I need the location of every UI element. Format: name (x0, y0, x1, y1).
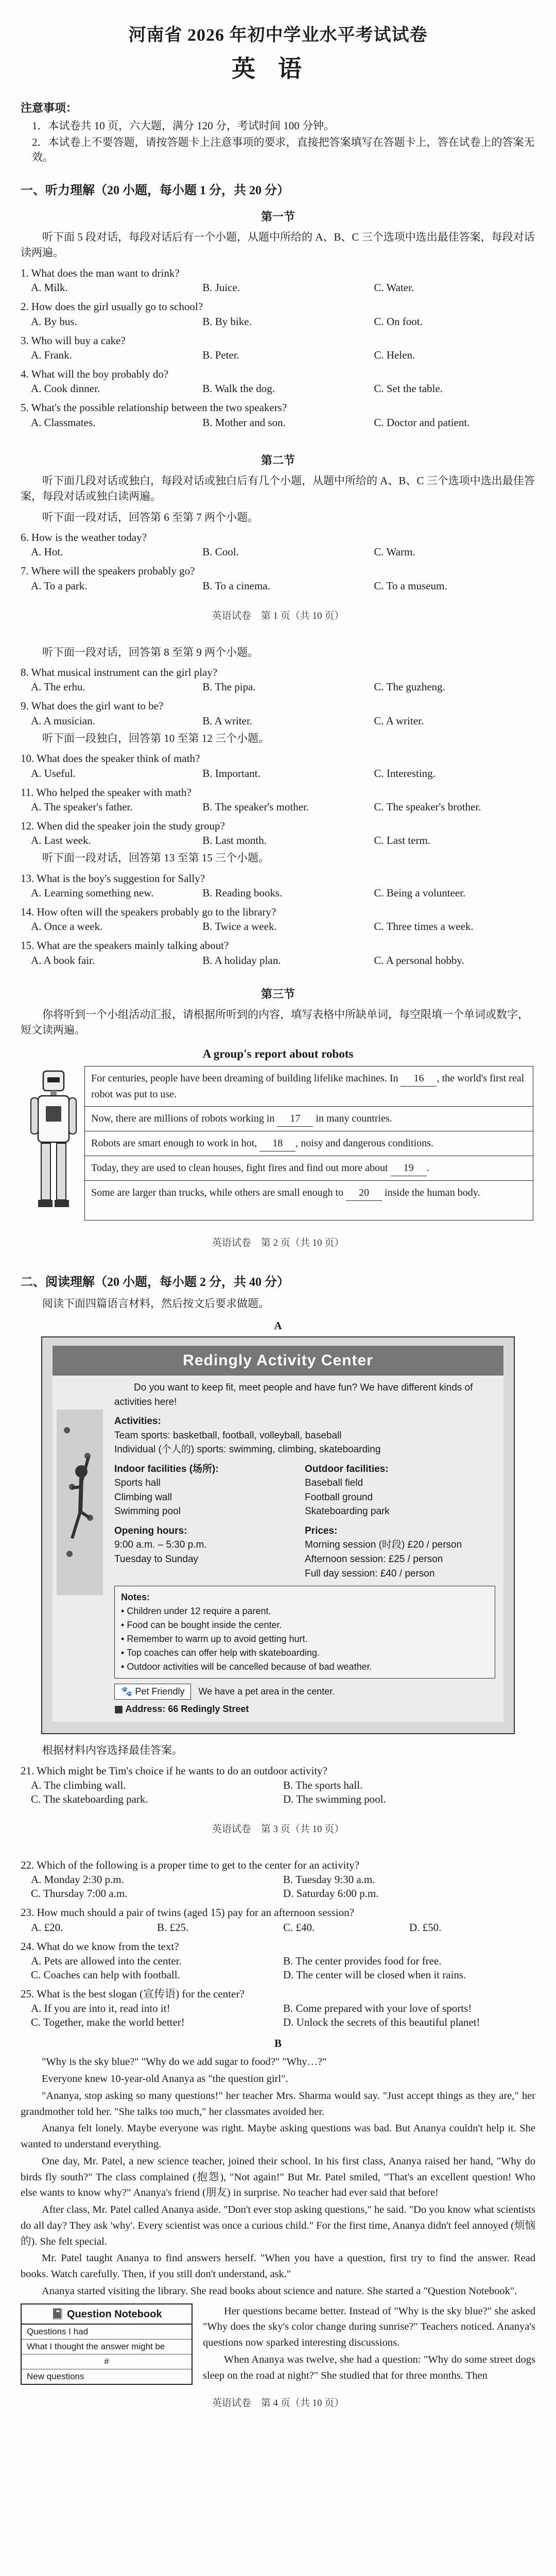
notebook-title-text: Question Notebook (67, 2308, 162, 2320)
note-item: • Outdoor activities will be cancelled because of bad weather. (121, 1662, 372, 1672)
option: C. Warm. (374, 546, 415, 558)
options (31, 715, 535, 727)
passage-b-continued (203, 2303, 535, 2385)
price-line: Afternoon session: £25 / person (305, 1554, 443, 1565)
notebook-item: New questions (27, 2371, 84, 2381)
passage-letter-a: A (274, 1319, 282, 1332)
part2-subdirection: 听下面一段对话，回答第 13 至第 15 三个小题。 (42, 852, 269, 865)
answer-blank[interactable]: 20 (346, 1185, 382, 1201)
page-footer: 英语试卷 第 3 页（共 10 页） (212, 1823, 344, 1835)
option: C. The skateboarding park. (31, 1792, 148, 1805)
option: A. A musician. (31, 714, 95, 727)
reading-heading: 二、阅读理解（20 小题，每小题 2 分，共 40 分） (21, 1275, 289, 1289)
option: D. Saturday 6:00 p.m. (283, 1887, 379, 1900)
question: 6. How is the weather today? (21, 531, 147, 544)
options (31, 2002, 535, 2015)
option: B. Juice. (202, 281, 240, 294)
reading-direction: 阅读下面四篇语言材料，然后按文后要求做题。 (42, 1297, 269, 1310)
notice-heading: 注意事项： (21, 101, 78, 114)
activities-heading: Activities: (114, 1416, 161, 1427)
facility: Football ground (305, 1492, 373, 1503)
row-text: Today, they are used to clean houses, fight fires and find out more about (91, 1162, 391, 1174)
prices-heading: Prices: (305, 1525, 338, 1536)
part1-direction: 听下面 5 段对话，每段对话后有一个小题，从题中所给的 A、B、C 三个选项中选出最佳答案，每段对话读两遍。 (21, 231, 535, 259)
notice-item: 1．本试卷共 10 页，六大题，满分 120 分，考试时间 100 分钟。 (32, 120, 335, 132)
paragraph: One day, Mr. Patel, a new science teacher, joined their school. In his first class, Ananya raised her hand, "Why do birds fly south?" The class complained (抱怨), "Not again!" But Mr. Patel smiled, "That's an excellent question! Who else wants to know why?" Ananya's friend (朋友) in surprise. No teacher had ever said that before! (21, 2155, 535, 2199)
option: B. The center provides food for free. (283, 1954, 442, 1967)
option: B. A holiday plan. (202, 954, 281, 967)
note-item: • Top coaches can offer help with skateboarding. (121, 1648, 320, 1658)
option: A. Once a week. (31, 920, 103, 933)
option: C. To a museum. (374, 579, 447, 592)
part3-direction: 你将听到一个小组活动汇报，请根据所听到的内容，填写表格中所缺单词，每空限填一个单词或数字，短文读两遍。 (21, 1008, 529, 1037)
options (31, 920, 535, 933)
option: C. On foot. (374, 315, 423, 328)
option: B. Mother and son. (202, 416, 286, 429)
question: 14. How often will the speakers probably go to the library? (21, 906, 276, 918)
pet-friendly-badge (114, 1684, 191, 1700)
activity-center-ad (41, 1336, 515, 1734)
row-text: inside the human body. (382, 1187, 480, 1198)
subject-title: 英语 (232, 56, 324, 82)
paw-icon: 🐾 (121, 1686, 135, 1697)
page-footer: 英语试卷 第 4 页（共 10 页） (212, 2397, 344, 2409)
notebook-item: Questions I had (22, 2325, 192, 2340)
option: A. If you are into it, read into it! (31, 2002, 170, 2015)
question-notebook (21, 2303, 193, 2385)
option: A. By bus. (31, 315, 77, 328)
options (31, 1793, 535, 1806)
question: 15. What are the speakers mainly talking about? (21, 939, 229, 952)
option: A. £20. (31, 1921, 63, 1934)
options (31, 1969, 535, 1981)
option: C. Being a volunteer. (374, 887, 466, 899)
notebook-item: # (22, 2354, 192, 2369)
row-text: . (426, 1162, 429, 1174)
option: B. Twice a week. (202, 920, 277, 933)
notebook-item: What I thought the answer might be (22, 2340, 192, 2354)
question: 7. Where will the speakers probably go? (21, 565, 195, 578)
notes-heading: Notes: (121, 1592, 150, 1603)
options (31, 315, 535, 328)
option: B. By bike. (202, 315, 252, 328)
row-text: , the world's first real robot was put to use. (91, 1072, 525, 1100)
option: C. Interesting. (374, 767, 436, 779)
options (31, 580, 535, 592)
answer-blank[interactable]: 19 (391, 1160, 427, 1176)
option: D. The swimming pool. (283, 1792, 386, 1805)
question: 12. When did the speaker join the study group? (21, 819, 225, 832)
option: C. The guzheng. (374, 681, 445, 693)
option: B. Walk the dog. (202, 382, 275, 395)
question: 5. What's the possible relationship between the two speakers? (21, 401, 287, 414)
question: 25. What is the best slogan (宣传语) for the center? (21, 1987, 245, 2000)
options (31, 1955, 535, 1968)
option: A. Classmates. (31, 416, 96, 429)
report-row (85, 1156, 533, 1181)
report-table (23, 1066, 533, 1221)
ad-activities (53, 1409, 503, 1457)
option: A. The climbing wall. (31, 1778, 126, 1791)
note-text: Children under 12 require a parent. (127, 1606, 271, 1617)
notice-item: 2．本试卷上不要答题，请按答题卡上注意事项的要求，直接把答案填写在答题卡上，答在试卷上的答案无效。 (32, 136, 535, 163)
facility: Climbing wall (114, 1492, 172, 1503)
facility: Skateboarding park (305, 1506, 390, 1517)
notebook-icon: 📓 (51, 2308, 67, 2320)
question: 22. Which of the following is a proper time to get to the center for an activity? (21, 1858, 359, 1871)
option: C. A personal hobby. (374, 954, 464, 967)
part1-questions (21, 266, 535, 429)
question: 2. How does the girl usually go to school? (21, 300, 203, 313)
climber-icon (57, 1410, 103, 1595)
ad-address (114, 1704, 495, 1715)
option: C. Helen. (374, 348, 415, 361)
options (31, 349, 535, 362)
paragraph: After class, Mr. Patel called Ananya aside. "Don't ever stop asking questions," he said. "Do you know what scientists do all day? They ask 'why'. Every scientist was once a curious child." For the first time, Ananya didn't feel annoyed (烦恼的). She felt special. (21, 2204, 535, 2247)
notebook-title (22, 2304, 192, 2325)
facility: Swimming pool (114, 1506, 181, 1517)
question: 1. What does the man want to drink? (21, 266, 180, 279)
exam-paper (21, 0, 535, 2409)
note-text: Outdoor activities will be cancelled because of bad weather. (127, 1662, 372, 1672)
part2-subdirection: 听下面一段独白，回答第 10 至第 12 三个小题。 (42, 732, 269, 744)
options (31, 954, 535, 967)
building-icon: ▦ (114, 1704, 126, 1715)
page-footer: 英语试卷 第 1 页（共 10 页） (212, 610, 344, 621)
options (31, 681, 535, 693)
reading-instruction: 根据材料内容选择最佳答案。 (42, 1744, 183, 1757)
row-text: For centuries, people have been dreaming of building lifelike machines. In (91, 1072, 401, 1084)
question: 10. What does the speaker think of math? (21, 752, 200, 765)
options (31, 1921, 535, 1934)
option: B. Last month. (202, 834, 267, 847)
note-item: • Children under 12 require a parent. (121, 1606, 271, 1617)
ad-notes (114, 1586, 495, 1679)
option: C. A writer. (374, 714, 424, 727)
indoor-heading: Indoor facilities (场所): (114, 1463, 219, 1475)
paragraph: Her questions became better. Instead of "Why is the sky blue?" she asked "Why does the sky's color change during sunrise?" Teachers noticed. Ananya's questions now sparked interesting discussions. (203, 2305, 535, 2349)
passage-b (21, 2054, 535, 2299)
paragraph: Mr. Patel taught Ananya to find answers herself. "When you have a question, first try to find the answer. Read books. Watch carefully. Then, if you still don't understand, ask." (21, 2252, 535, 2280)
answer-blank[interactable]: 17 (277, 1111, 313, 1127)
option: C. £40. (283, 1921, 315, 1934)
report-row (85, 1181, 533, 1205)
option: A. Useful. (31, 767, 76, 779)
ad-body (53, 1346, 503, 1722)
option: A. Frank. (31, 348, 72, 361)
answer-blank[interactable]: 18 (259, 1136, 296, 1151)
option: A. Learning something new. (31, 887, 154, 899)
option: A. Pets are allowed into the center. (31, 1954, 182, 1967)
paragraph: "Why is the sky blue?" "Why do we add sugar to food?" "Why…?" (42, 2056, 327, 2068)
ad-intro: Do you want to keep fit, meet people and have fun? We have different kinds of activities here! (114, 1382, 473, 1408)
option: A. The speaker's father. (31, 800, 133, 813)
report-row (85, 1066, 533, 1107)
facility: Baseball field (305, 1478, 363, 1489)
question: 4. What will the boy probably do? (21, 367, 169, 380)
row-text: Now, there are millions of robots working in (91, 1112, 277, 1124)
option: B. The pipa. (202, 681, 256, 693)
ad-title: Redingly Activity Center (53, 1346, 503, 1376)
part2-subdirection: 听下面一段对话，回答第 6 至第 7 两个小题。 (42, 511, 258, 523)
row-text: Some are larger than trucks, while others are small enough to (91, 1187, 346, 1198)
part2-label: 第二节 (260, 453, 295, 467)
part1-label: 第一节 (260, 210, 295, 224)
option: A. Last week. (31, 834, 91, 847)
paragraph: Ananya started visiting the library. She read books about science and nature. She started a "Question Notebook". (42, 2285, 517, 2297)
option: B. Come prepared with your love of sports! (283, 2002, 472, 2015)
hours-line: Tuesday to Sunday (114, 1554, 199, 1565)
hours-heading: Opening hours: (114, 1525, 187, 1536)
option: B. Cool. (202, 546, 239, 558)
passage-letter-b: B (274, 2037, 282, 2050)
paragraph: Everyone knew 10-year-old Ananya as "the question girl". (42, 2073, 288, 2085)
options (31, 1779, 535, 1792)
option: B. Important. (202, 767, 260, 779)
options (31, 382, 535, 395)
hours-line: 9:00 a.m. – 5:30 p.m. (114, 1539, 207, 1551)
activity-line: Individual (个人的) sports: swimming, climbing, skateboarding (114, 1444, 381, 1455)
question: 23. How much should a pair of twins (aged 15) pay for an afternoon session? (21, 1906, 354, 1919)
report-title: A group's report about robots (202, 1047, 354, 1060)
question: 11. Who helped the speaker with math? (21, 786, 192, 799)
options (31, 801, 535, 814)
paragraph: Ananya felt lonely. Maybe everyone was right. Maybe asking questions was bad. But Ananya couldn't help it. She wanted to understand everything. (21, 2123, 535, 2150)
address-text: Address: 66 Redingly Street (125, 1704, 249, 1715)
pet-label: Pet Friendly (135, 1686, 185, 1697)
option: C. Set the table. (374, 382, 443, 395)
option: B. £25. (157, 1921, 189, 1934)
pet-friendly-row (114, 1684, 495, 1700)
option: D. The center will be closed when it rains. (283, 1968, 466, 1981)
options (31, 281, 535, 294)
option: D. Unlock the secrets of this beautiful planet! (283, 2016, 480, 2029)
exam-title: 河南省 2026 年初中学业水平考试试卷 (128, 26, 428, 45)
options (31, 2016, 535, 2029)
option: A. Hot. (31, 546, 63, 558)
option: D. £50. (409, 1921, 442, 1934)
part3-label: 第三节 (260, 987, 295, 1001)
note-text: Remember to warm up to avoid getting hurt. (127, 1634, 308, 1645)
option: B. The sports hall. (283, 1778, 363, 1791)
option: C. Thursday 7:00 a.m. (31, 1887, 128, 1900)
opening-hours (114, 1524, 305, 1581)
options (31, 834, 535, 847)
notebook-section (21, 2303, 535, 2385)
options (31, 416, 535, 429)
options (31, 546, 535, 558)
option: C. Last term. (374, 834, 431, 847)
option: C. Together, make the world better! (31, 2016, 185, 2029)
question: 8. What musical instrument can the girl play? (21, 666, 218, 679)
part2-subdirection: 听下面一段对话，回答第 8 至第 9 两个小题。 (42, 646, 258, 658)
pet-text: We have a pet area in the center. (198, 1686, 335, 1697)
paragraph: When Ananya was twelve, she had a question: "Why do some street dogs sleep on the road at night?" She studied that for three months. Then (203, 2353, 535, 2381)
question: 3. Who will buy a cake? (21, 334, 126, 347)
option: C. Doctor and patient. (374, 416, 470, 429)
report-row (85, 1107, 533, 1131)
listening-heading: 一、听力理解（20 小题，每小题 1 分，共 20 分） (21, 184, 289, 198)
options (31, 1873, 535, 1886)
report-rows (84, 1066, 533, 1221)
option: B. The speaker's mother. (202, 800, 309, 813)
ad-facilities (53, 1457, 503, 1519)
option: A. Milk. (31, 281, 68, 294)
note-text: Food can be bought inside the center. (127, 1620, 282, 1631)
question: 9. What does the girl want to be? (21, 700, 164, 713)
price-line: Morning session (时段) £20 / person (305, 1539, 462, 1551)
page-footer: 英语试卷 第 2 页（共 10 页） (212, 1237, 344, 1248)
question: 13. What is the boy's suggestion for Sally? (21, 872, 205, 885)
option: A. A book fair. (31, 954, 95, 967)
option: B. Reading books. (202, 887, 283, 899)
option: C. Coaches can help with football. (31, 1968, 180, 1981)
option: B. A writer. (202, 714, 253, 727)
facility: Sports hall (114, 1478, 161, 1489)
options (31, 887, 535, 900)
outdoor-facilities (305, 1462, 495, 1519)
row-text: , noisy and dangerous conditions. (296, 1137, 433, 1149)
note-item: • Food can be bought inside the center. (121, 1620, 282, 1631)
question: 24. What do we know from the text? (21, 1940, 179, 1953)
option: A. Monday 2:30 p.m. (31, 1873, 124, 1886)
part2-direction: 听下面几段对话或独白，每段对话或独白后有几个小题，从题中所给的 A、B、C 三个选项中选出最佳答案，每段对话或独白读两遍。 (21, 474, 535, 503)
paragraph: "Ananya, stop asking so many questions!" her teacher Mrs. Sharma would say. "Just accept things as they are," her grandmother told her. "She talks too much," her classmates avoided her. (21, 2090, 535, 2117)
option: A. Cook dinner. (31, 382, 100, 395)
robot-icon (28, 1066, 79, 1221)
row-text: Robots are smart enough to work in hot, (91, 1137, 260, 1149)
note-text: Top coaches can offer help with skateboarding. (126, 1648, 320, 1658)
ad-hours-prices (53, 1519, 503, 1581)
row-text: in many countries. (313, 1112, 392, 1124)
option: B. Tuesday 9:30 a.m. (283, 1873, 375, 1886)
options (31, 767, 535, 780)
activity-line: Team sports: basketball, football, volleyball, baseball (114, 1430, 342, 1441)
notice-section (21, 99, 535, 164)
note-item: • Remember to warm up to avoid getting hurt. (121, 1634, 308, 1645)
report-row (85, 1131, 533, 1156)
outdoor-heading: Outdoor facilities: (305, 1463, 389, 1475)
prices (305, 1524, 495, 1581)
option: C. Three times a week. (374, 920, 474, 933)
option: C. Water. (374, 281, 414, 294)
answer-blank[interactable]: 16 (401, 1071, 437, 1087)
price-line: Full day session: £40 / person (305, 1568, 435, 1579)
option: B. Peter. (202, 348, 239, 361)
option: A. To a park. (31, 579, 88, 592)
question: 21. Which might be Tim's choice if he wants to do an outdoor activity? (21, 1764, 327, 1777)
option: A. The erhu. (31, 681, 85, 693)
option: B. To a cinema. (202, 579, 270, 592)
option: C. The speaker's brother. (374, 800, 481, 813)
options (31, 1887, 535, 1900)
robot-illustration (23, 1066, 84, 1221)
indoor-facilities (114, 1462, 305, 1519)
